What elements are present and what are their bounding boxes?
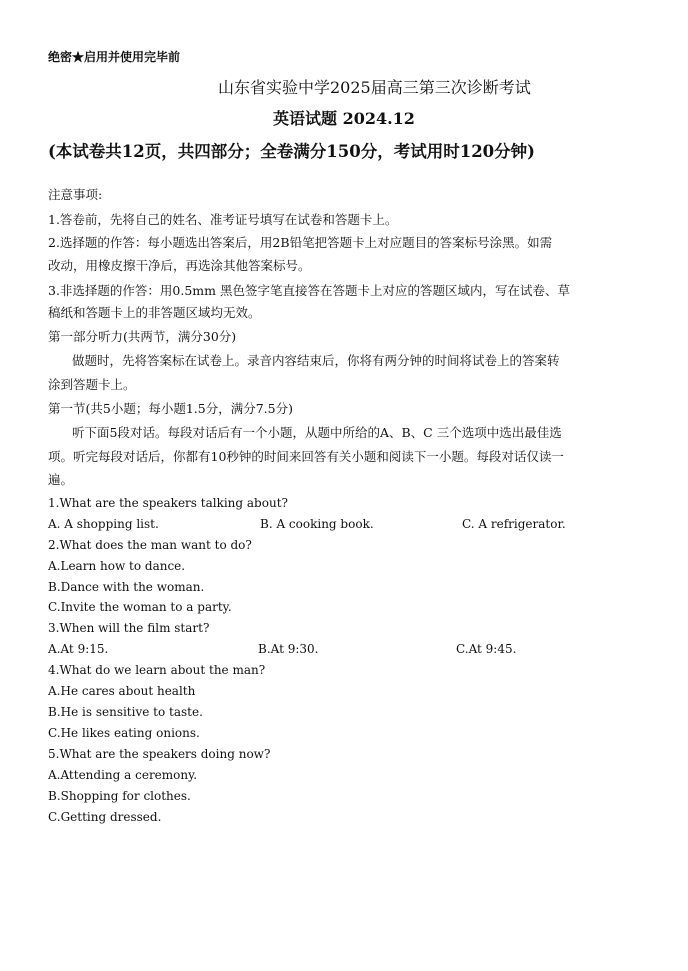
q3-option-c: C.At 9:45. [456,642,517,656]
q2-option-c: C.Invite the woman to a party. [48,600,232,614]
note-item-3-line1: 3.非选择题的作答：用0.5mm 黑色签字笔直接答在答题卡上对应的答题区域内，写在试卷、草 [48,283,570,298]
q1-option-c: C. A refrigerator. [462,517,566,531]
secret-note: 绝密★启用并使用完毕前 [48,50,181,64]
part1-intro-line1: 做题时，先将答案标在试卷上。录音内容结束后，你将有两分钟的时间将试卷上的答案转 [72,353,560,368]
q4-option-b: B.He is sensitive to taste. [48,705,203,719]
q3-stem: 3.When will the film start? [48,621,210,635]
q1-option-b: B. A cooking book. [260,517,374,531]
note-item-1: 1.答卷前，先将自己的姓名、准考证号填写在试卷和答题卡上。 [48,212,398,227]
q1-option-a: A. A shopping list. [48,517,159,531]
section1-heading: 第一节(共5小题；每小题1.5分，满分7.5分) [48,401,293,416]
q4-stem: 4.What do we learn about the man? [48,663,266,677]
note-item-2-line1: 2.选择题的作答：每小题选出答案后，用2B铅笔把答题卡上对应题目的答案标号涂黑。如需 [48,235,553,250]
q4-option-c: C.He likes eating onions. [48,726,200,740]
q3-option-b: B.At 9:30. [258,642,319,656]
section1-intro-line2: 项。听完每段对话后，你都有10秒钟的时间来回答有关小题和阅读下一小题。每段对话仅读一 [48,449,564,464]
section1-intro-line3: 遍。 [48,472,74,487]
notes-heading: 注意事项: [48,187,103,202]
note-item-2-line2: 改动，用橡皮擦干净后，再选涂其他答案标号。 [48,258,311,273]
section1-intro-line1: 听下面5段对话。每段对话后有一个小题，从题中所给的A、B、C 三个选项中选出最佳选 [72,425,562,440]
q5-option-c: C.Getting dressed. [48,810,162,824]
q2-stem: 2.What does the man want to do? [48,538,252,552]
exam-info: (本试卷共12页，共四部分；全卷满分150分，考试用时120分钟) [48,142,535,161]
school-title: 山东省实验中学2025届高三第三次诊断考试 [218,78,531,97]
note-item-3-line2: 稿纸和答题卡上的非答题区域均无效。 [48,305,261,320]
q3-option-a: A.At 9:15. [48,642,109,656]
q2-option-b: B.Dance with the woman. [48,580,205,594]
q1-stem: 1.What are the speakers talking about? [48,496,288,510]
part1-intro-line2: 涂到答题卡上。 [48,377,136,392]
part1-heading: 第一部分听力(共两节，满分30分) [48,329,237,344]
q5-option-a: A.Attending a ceremony. [48,768,198,782]
q2-option-a: A.Learn how to dance. [48,559,186,573]
q4-option-a: A.He cares about health [48,684,196,698]
subject-date: 英语试题 2024.12 [273,109,415,128]
q5-stem: 5.What are the speakers doing now? [48,747,271,761]
q5-option-b: B.Shopping for clothes. [48,789,191,803]
